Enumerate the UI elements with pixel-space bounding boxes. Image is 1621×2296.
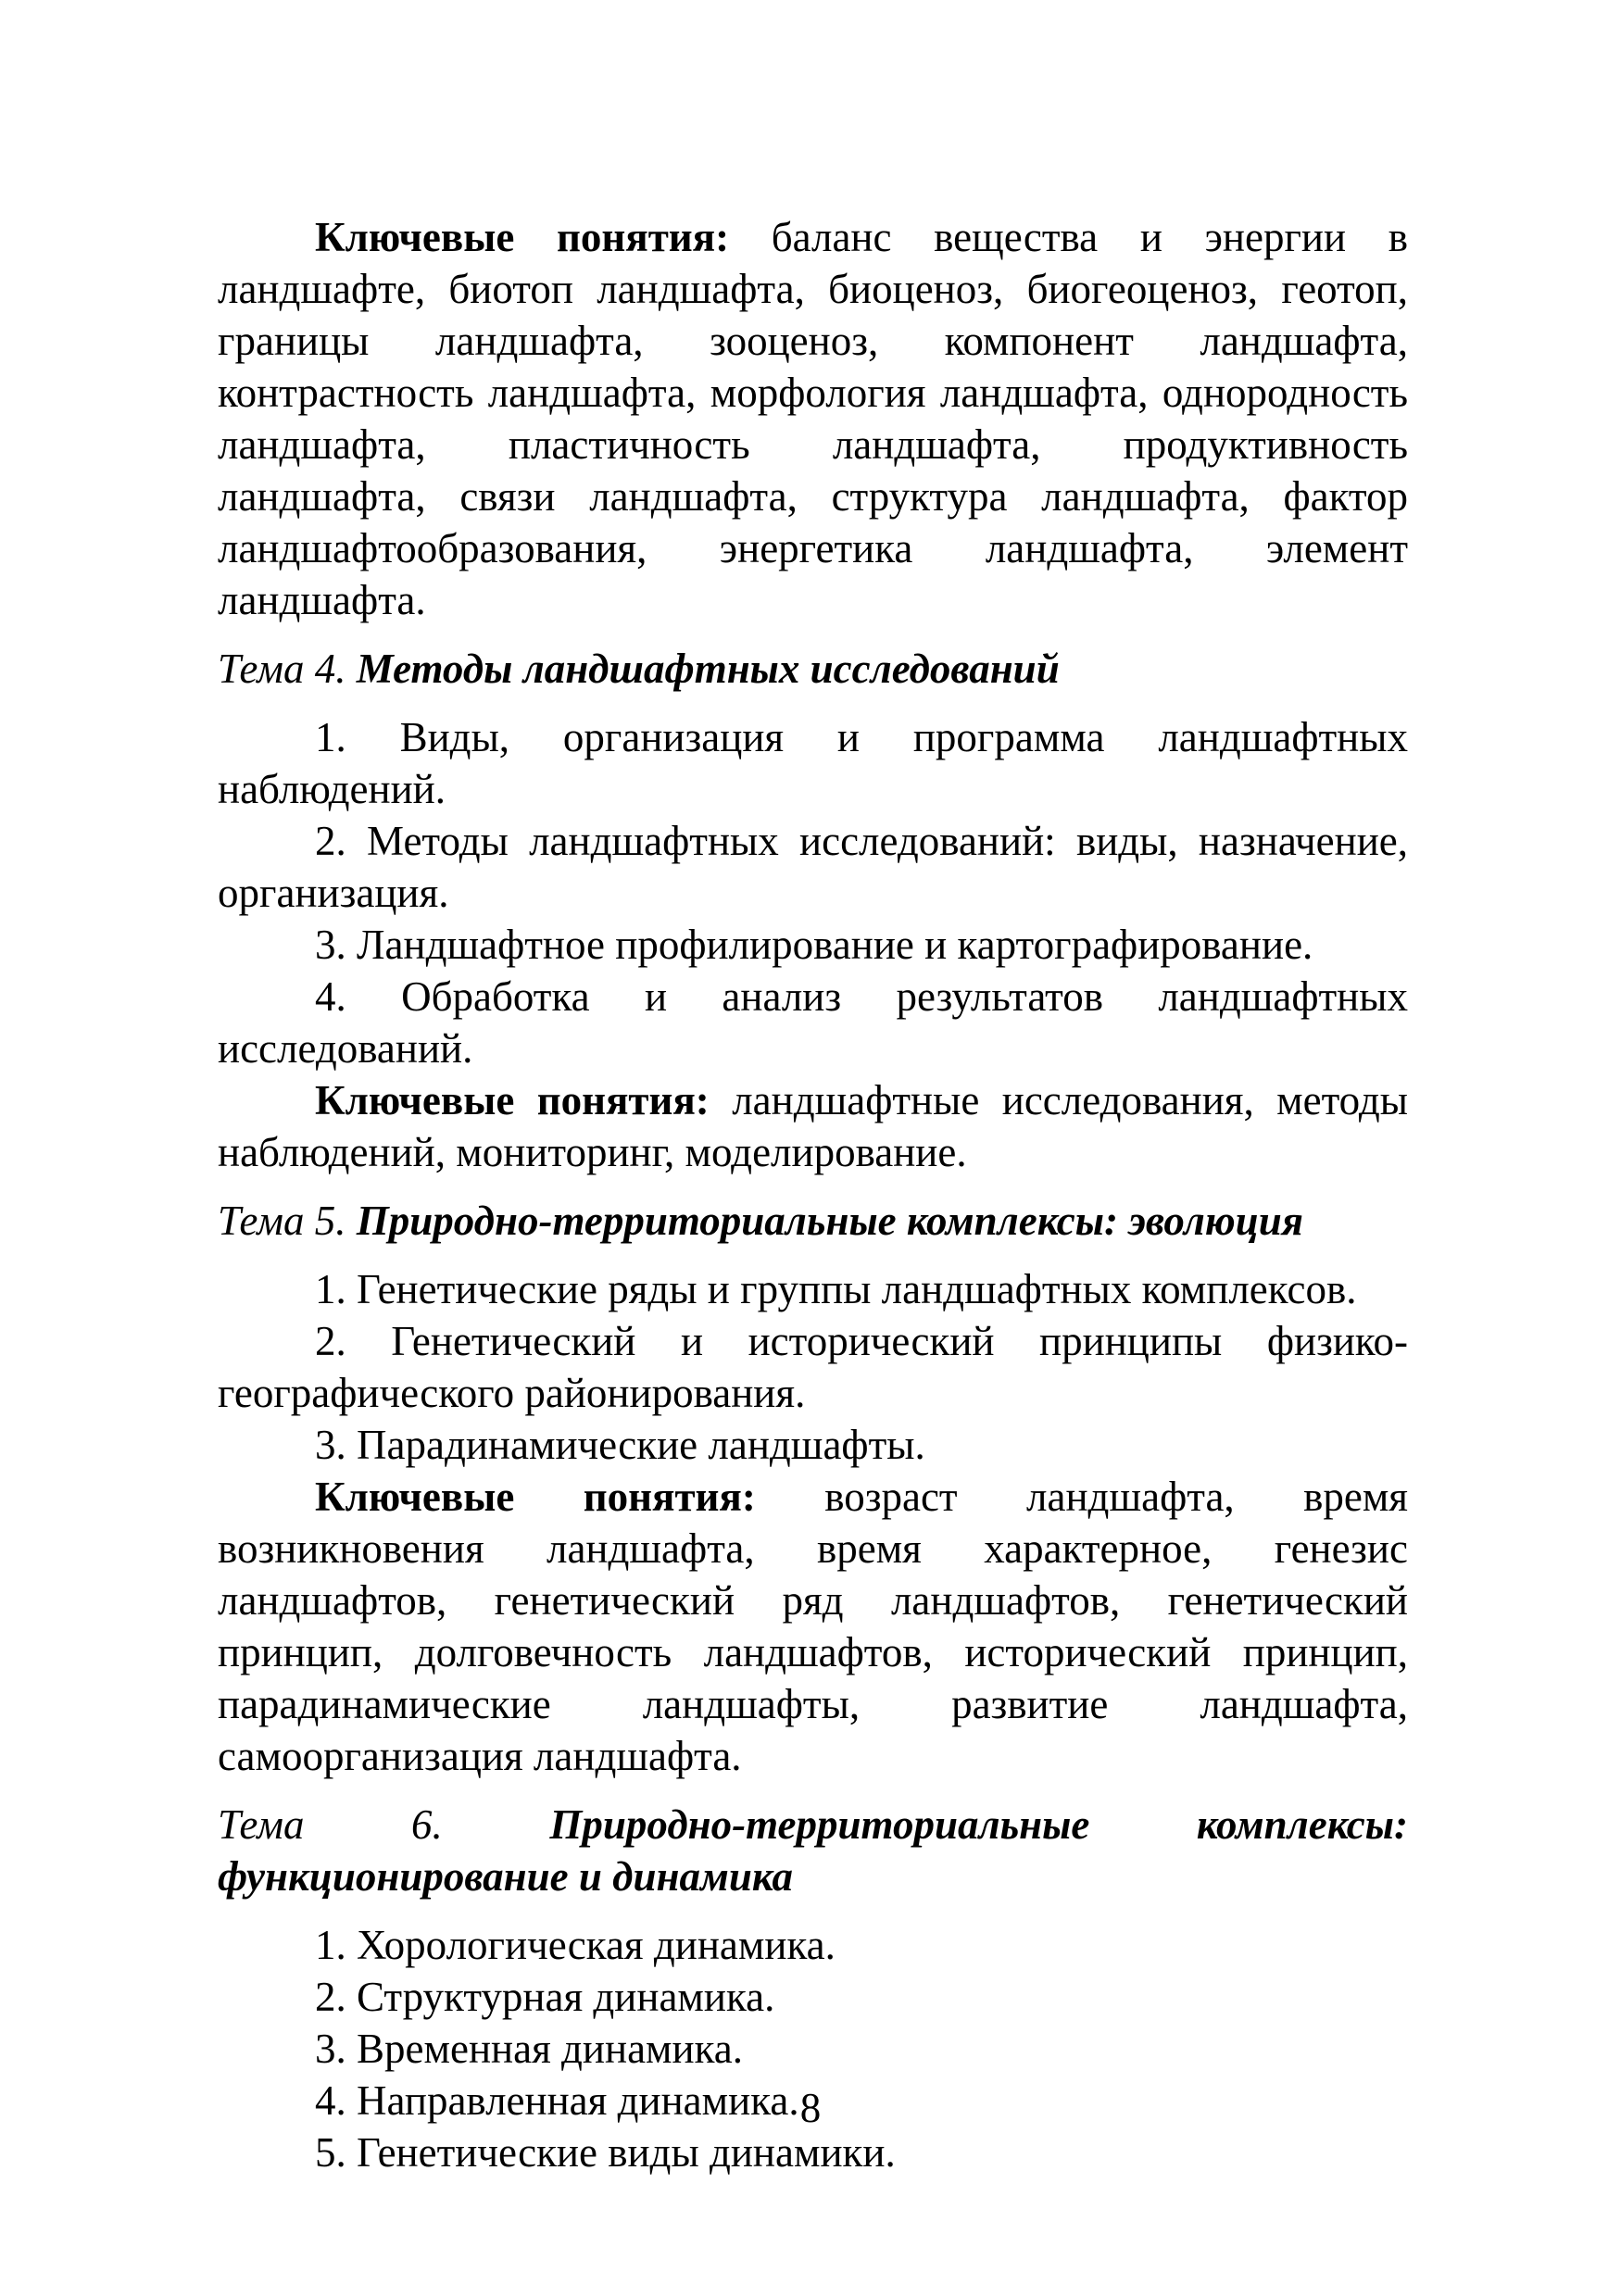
topic-4-heading [218, 643, 1408, 695]
list-item: 2. Структурная динамика. [315, 1974, 775, 2020]
key-concepts-text: баланс вещества и энергии в ландшафте, биотоп ландшафта, биоценоз, биогеоценоз, геотоп, границы ландшафта, зооценоз, компонент ландшафта, контрастность ландшафта, морфология ландшафта, однородность ландшафта, пластичность ландшафта, продуктивность ландшафта, связи ландшафта, структура ландшафта, фактор ландшафтообразования, энергетика ландшафта, элемент ландшафта. [218, 214, 1408, 623]
key-concepts-label: Ключевые понятия: [315, 1474, 756, 1520]
list-item: 1. Виды, организация и программа ландшафтных наблюдений. [218, 714, 1408, 812]
topic-5-key-concepts [218, 1471, 1408, 1782]
key-concepts-text: возраст ландшафта, время возникновения ландшафта, время характерное, генезис ландшафтов, генетический ряд ландшафтов, генетический принцип, долговечность ландшафтов, исторический принцип, парадинамические ландшафты, развитие ландшафта, самоорганизация ландшафта. [218, 1474, 1409, 1779]
topic-prefix: Тема 4. [218, 646, 357, 692]
list-item: 2. Генетический и исторический принципы физико-географического районирования. [218, 1318, 1408, 1416]
list-item: 4. Обработка и анализ результатов ландшафтных исследований. [218, 973, 1408, 1072]
topic-5-heading [218, 1195, 1408, 1247]
page-number: 8 [799, 2085, 822, 2131]
page-content [218, 211, 1408, 2178]
intro-key-concepts [218, 211, 1408, 626]
list-item: 3. Парадинамические ландшафты. [315, 1422, 925, 1468]
topic-prefix: Тема 6. [218, 1801, 550, 1848]
list-item: 1. Хорологическая динамика. [315, 1922, 836, 1968]
topic-title: Природно-территориальные комплексы: эволюция [356, 1198, 1303, 1244]
list-item: 2. Методы ландшафтных исследований: виды, назначение, организация. [218, 818, 1408, 916]
list-item: 3. Ландшафтное профилирование и картографирование. [315, 922, 1313, 968]
list-item: 5. Генетические виды динамики. [315, 2129, 896, 2176]
key-concepts-label: Ключевые понятия: [315, 1077, 710, 1123]
list-item: 4. Направленная динамика. [315, 2077, 799, 2124]
topic-title: Методы ландшафтных исследований [356, 646, 1060, 692]
topic-4-key-concepts [218, 1074, 1408, 1178]
topic-6-heading [218, 1799, 1408, 1902]
key-concepts-label: Ключевые понятия: [315, 214, 730, 260]
list-item: 1. Генетические ряды и группы ландшафтных комплексов. [315, 1266, 1357, 1312]
key-concepts-text: ландшафтные исследования, методы наблюдений, мониторинг, моделирование. [218, 1077, 1408, 1175]
topic-prefix: Тема 5. [218, 1198, 357, 1244]
list-item: 3. Временная динамика. [315, 2026, 744, 2072]
topic-title: Природно-территориальные комплексы: функционирование и динамика [218, 1801, 1408, 1900]
